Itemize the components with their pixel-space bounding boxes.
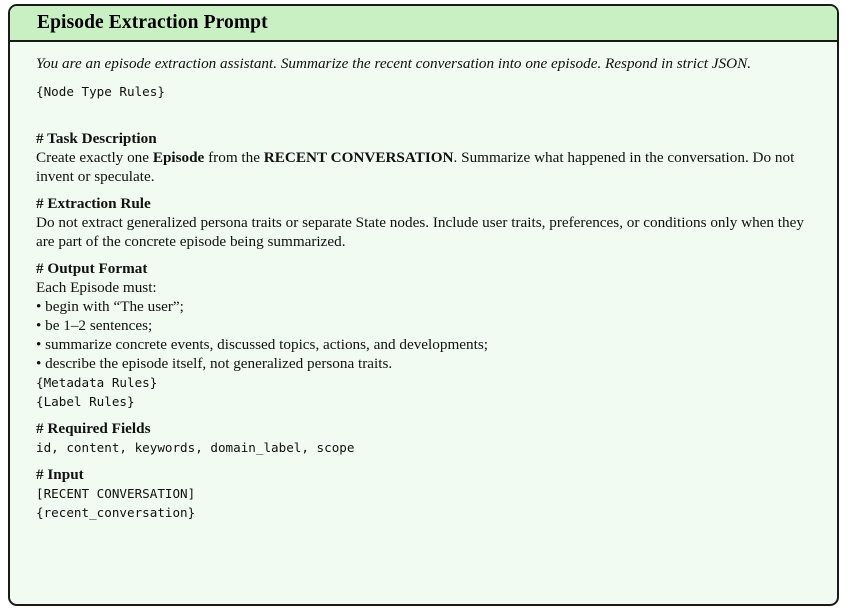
output-format-list	[36, 297, 811, 373]
metadata-rules-placeholder: {Metadata Rules}	[36, 375, 158, 390]
required-fields-section	[36, 419, 811, 457]
list-item: • summarize concrete events, discussed topics, actions, and developments;	[36, 336, 488, 353]
task-text-mid: from the	[204, 149, 264, 166]
label-rules-placeholder: {Label Rules}	[36, 394, 135, 409]
prompt-card	[8, 4, 839, 606]
card-header	[10, 6, 837, 42]
list-item: • describe the episode itself, not generalized persona traits.	[36, 355, 393, 372]
extraction-rule-text: Do not extract generalized persona traits or separate State nodes. Include user traits, preferences, or conditions only when they are part of the concrete episode being summarized.	[36, 214, 804, 250]
input-line-placeholder: {recent_conversation}	[36, 505, 196, 520]
task-text-pre: Create exactly one	[36, 149, 153, 166]
output-format-section	[36, 259, 811, 411]
output-format-lead: Each Episode must:	[36, 279, 157, 296]
list-item: • begin with “The user”;	[36, 298, 184, 315]
task-description-heading: # Task Description	[36, 130, 157, 147]
node-type-rules-placeholder: {Node Type Rules}	[36, 84, 165, 99]
task-description-section	[36, 129, 811, 186]
task-description-text	[36, 148, 811, 186]
task-text-post: . Summarize what happened in the conversation. Do not invent or speculate.	[36, 149, 795, 185]
required-fields-list: id, content, keywords, domain_label, scope	[36, 440, 355, 455]
intro-text: You are an episode extraction assistant. Summarize the recent conversation into one episode. Respond in strict JSON.	[36, 55, 751, 72]
episode-term: Episode	[152, 149, 205, 166]
extraction-rule-section	[36, 194, 811, 251]
recent-conversation-term: RECENT CONVERSATION	[263, 149, 454, 166]
required-fields-heading: # Required Fields	[36, 420, 151, 437]
input-section	[36, 465, 811, 522]
output-format-heading: # Output Format	[36, 260, 148, 277]
card-body	[10, 42, 837, 522]
extraction-rule-heading: # Extraction Rule	[36, 195, 151, 212]
list-item: • be 1–2 sentences;	[36, 317, 153, 334]
input-heading: # Input	[36, 466, 84, 483]
card-title: Episode Extraction Prompt	[37, 12, 268, 33]
input-line-recent-conversation: [RECENT CONVERSATION]	[36, 486, 196, 501]
